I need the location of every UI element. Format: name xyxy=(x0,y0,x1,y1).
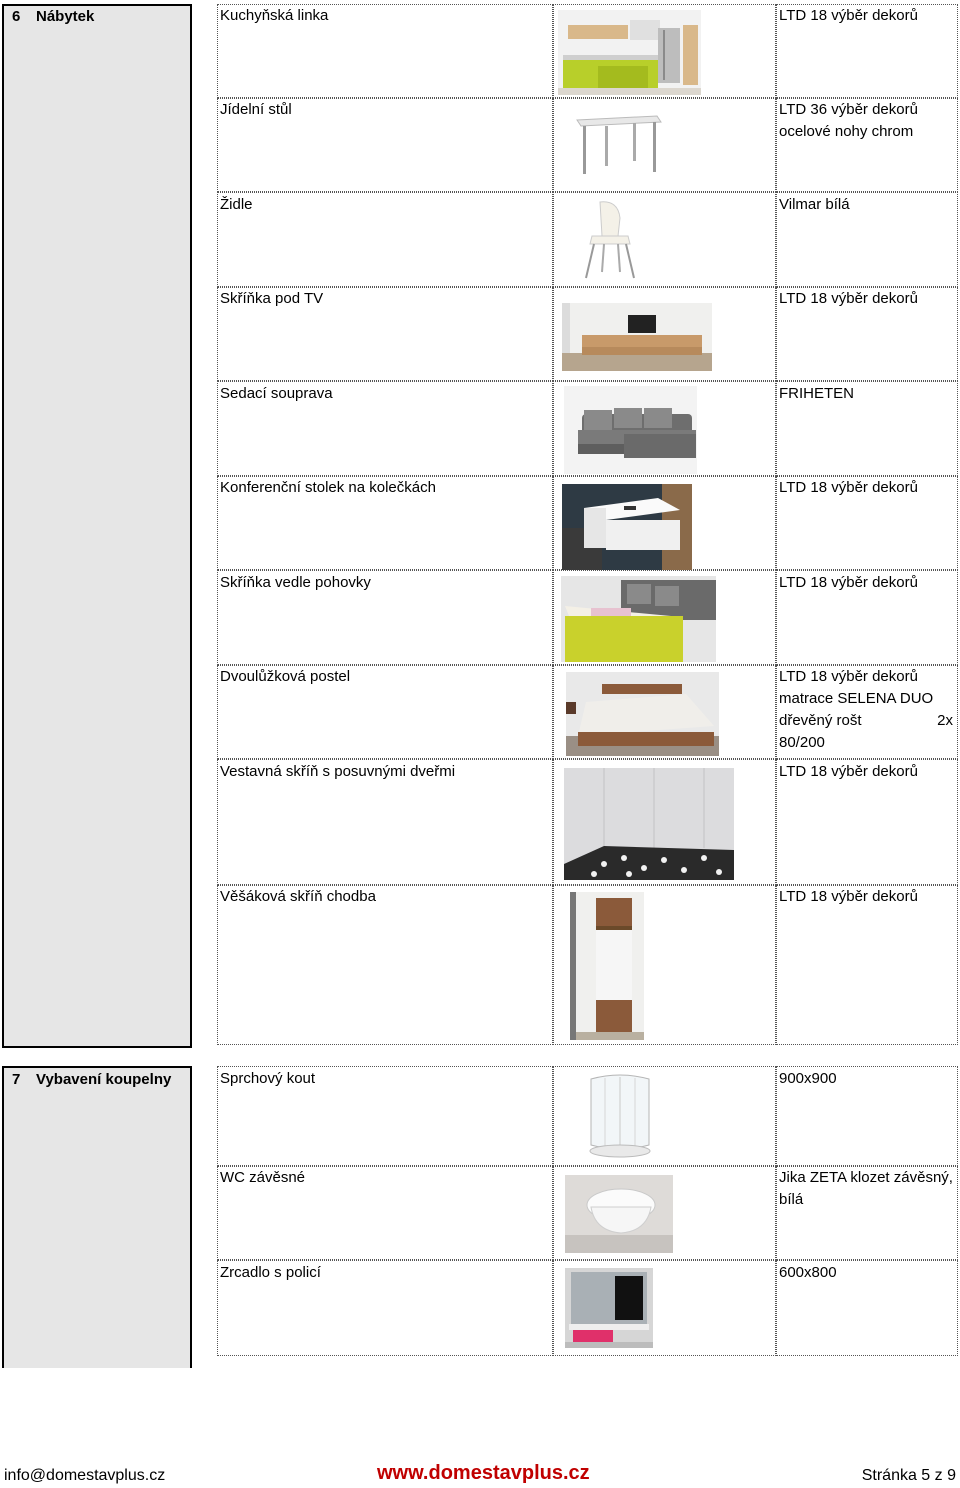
chair-image xyxy=(578,200,640,280)
item-name: Zrcadlo s policí xyxy=(220,1264,321,1281)
item-spec: 600x800 xyxy=(779,1264,837,1281)
item-name: WC závěsné xyxy=(220,1169,306,1186)
sofa-image xyxy=(564,386,697,474)
toilet-image xyxy=(565,1175,673,1253)
item-name: Dvoulůžková postel xyxy=(220,668,351,685)
section-title: Nábytek xyxy=(36,8,95,25)
item-spec: LTD 18 výběr dekorů xyxy=(779,479,918,496)
item-spec: LTD 18 výběr dekorů xyxy=(779,763,918,780)
hall-wardrobe-image xyxy=(570,892,644,1040)
kitchen-image xyxy=(558,10,701,95)
item-name: Skříňka vedle pohovky xyxy=(220,574,371,591)
item-spec: LTD 18 výběr dekorů xyxy=(779,7,918,24)
item-spec: Vilmar bílá xyxy=(779,196,850,213)
item-spec: FRIHETEN xyxy=(779,385,854,402)
bed-image xyxy=(566,672,719,756)
item-spec: LTD 36 výběr dekorů ocelové nohy chrom xyxy=(779,101,918,140)
footer-website-link[interactable]: www.domestavplus.cz xyxy=(377,1462,590,1484)
item-name: Sedací souprava xyxy=(220,385,333,402)
section-number: 7 xyxy=(12,1071,21,1088)
item-spec: LTD 18 výběr dekorů xyxy=(779,888,918,905)
section-number: 6 xyxy=(12,8,21,25)
tv-cabinet-image xyxy=(562,303,712,371)
item-name: Konferenční stolek na kolečkách xyxy=(220,479,436,496)
item-name: Kuchyňská linka xyxy=(220,7,329,24)
item-spec: LTD 18 výběr dekorů xyxy=(779,290,918,307)
coffee-table-image xyxy=(562,484,692,570)
item-name: Věšáková skříň chodba xyxy=(220,888,376,905)
section-nabytek-cell xyxy=(2,4,192,1048)
item-spec: Jika ZETA klozet závěsný, bílá xyxy=(779,1169,953,1208)
shower-image xyxy=(585,1073,655,1159)
item-name: Vestavná skříň s posuvnými dveřmi xyxy=(220,763,456,780)
item-name: Sprchový kout xyxy=(220,1070,316,1087)
item-name: Židle xyxy=(220,196,253,213)
item-spec: LTD 18 výběr dekorů matrace SELENA DUO dřevěný rošt 2x 80/200 xyxy=(779,668,953,751)
dining-table-image xyxy=(573,108,663,178)
footer-email[interactable]: info@domestavplus.cz xyxy=(4,1467,166,1484)
item-spec: 900x900 xyxy=(779,1070,837,1087)
wardrobe-image xyxy=(564,768,734,880)
mirror-image xyxy=(565,1268,653,1348)
section-koupelna-cell xyxy=(2,1066,192,1368)
item-spec: LTD 18 výběr dekorů xyxy=(779,574,918,591)
item-name: Jídelní stůl xyxy=(220,101,292,118)
item-name: Skříňka pod TV xyxy=(220,290,324,307)
section-title: Vybavení koupelny xyxy=(36,1071,172,1088)
side-cabinet-image xyxy=(561,576,716,662)
page-number: Stránka 5 z 9 xyxy=(861,1467,956,1484)
